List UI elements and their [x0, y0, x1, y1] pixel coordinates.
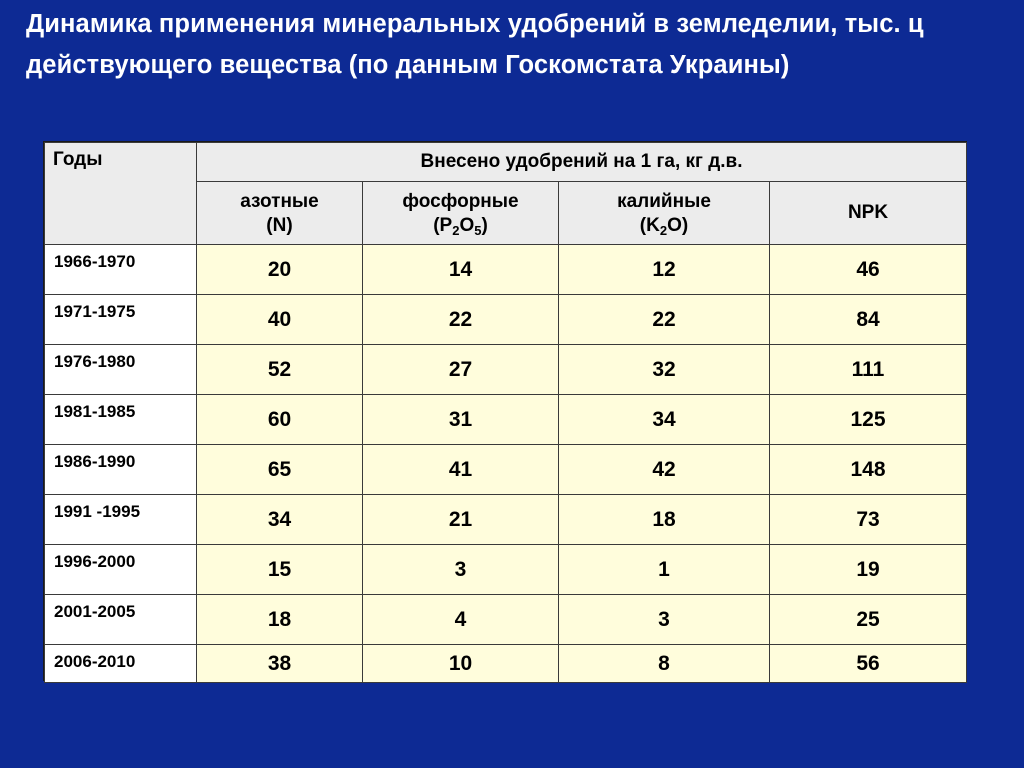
- year-cell: 2001-2005: [45, 595, 197, 645]
- potassium-value: 22: [559, 295, 770, 345]
- year-cell: 1966-1970: [45, 245, 197, 295]
- potassium-value: 34: [559, 395, 770, 445]
- nitrogen-value: 15: [197, 545, 363, 595]
- formula-part: O): [667, 215, 689, 236]
- year-cell: 1986-1990: [45, 445, 197, 495]
- nitrogen-value: 40: [197, 295, 363, 345]
- npk-value: 125: [770, 395, 967, 445]
- potassium-value: 18: [559, 495, 770, 545]
- nitrogen-value: 34: [197, 495, 363, 545]
- header-years: Годы: [45, 143, 197, 245]
- potassium-value: 42: [559, 445, 770, 495]
- table-row: [45, 645, 967, 683]
- table-row: [45, 545, 967, 595]
- potassium-value: 12: [559, 245, 770, 295]
- phosphorus-value: 31: [363, 395, 559, 445]
- table-row: [45, 295, 967, 345]
- formula-part: (P: [433, 215, 453, 236]
- phosphorus-value: 21: [363, 495, 559, 545]
- header-nitrogen-formula: (N): [266, 215, 293, 236]
- nitrogen-value: 60: [197, 395, 363, 445]
- nitrogen-value: 20: [197, 245, 363, 295]
- npk-value: 56: [770, 645, 967, 683]
- slide-title: Динамика применения минеральных удобрений в земледелии, тыс. ц действующего вещества (по данным Госкомстата Украины): [26, 10, 924, 79]
- table-row: [45, 445, 967, 495]
- npk-value: 46: [770, 245, 967, 295]
- year-cell: 1971-1975: [45, 295, 197, 345]
- table-row: [45, 595, 967, 645]
- year-cell: 2006-2010: [45, 645, 197, 683]
- header-potassium-formula: [640, 215, 688, 236]
- phosphorus-value: 22: [363, 295, 559, 345]
- formula-subscript: 2: [659, 223, 668, 238]
- formula-subscript: 2: [452, 223, 460, 238]
- table-row: [45, 495, 967, 545]
- header-nitrogen-name: азотные: [240, 191, 319, 212]
- nitrogen-value: 18: [197, 595, 363, 645]
- phosphorus-value: 14: [363, 245, 559, 295]
- potassium-value: 1: [559, 545, 770, 595]
- table-row: [45, 345, 967, 395]
- table-row: [45, 245, 967, 295]
- fertilizer-table-frame: [43, 141, 967, 681]
- year-cell: 1981-1985: [45, 395, 197, 445]
- year-cell: 1976-1980: [45, 345, 197, 395]
- npk-value: 148: [770, 445, 967, 495]
- header-nitrogen: [197, 182, 363, 245]
- formula-part: (K: [639, 215, 660, 236]
- npk-value: 111: [770, 345, 967, 395]
- header-phosphorus-formula: [433, 215, 488, 236]
- header-potassium: [559, 182, 770, 245]
- year-cell: 1991 -1995: [45, 495, 197, 545]
- potassium-value: 32: [559, 345, 770, 395]
- header-phosphorus-name: фосфорные: [402, 191, 519, 212]
- phosphorus-value: 3: [363, 545, 559, 595]
- table-row: [45, 395, 967, 445]
- header-applied-fertilizers: Внесено удобрений на 1 га, кг д.в.: [197, 143, 967, 182]
- formula-part: ): [481, 215, 488, 236]
- phosphorus-value: 41: [363, 445, 559, 495]
- nitrogen-value: 38: [197, 645, 363, 683]
- phosphorus-value: 4: [363, 595, 559, 645]
- npk-value: 25: [770, 595, 967, 645]
- formula-part: O: [459, 215, 475, 236]
- table-body: [45, 245, 967, 683]
- year-cell: 1996-2000: [45, 545, 197, 595]
- npk-value: 19: [770, 545, 967, 595]
- header-npk: NPK: [770, 182, 967, 245]
- potassium-value: 3: [559, 595, 770, 645]
- nitrogen-value: 52: [197, 345, 363, 395]
- header-phosphorus: [363, 182, 559, 245]
- formula-subscript: 5: [474, 223, 482, 238]
- potassium-value: 8: [559, 645, 770, 683]
- npk-value: 73: [770, 495, 967, 545]
- npk-value: 84: [770, 295, 967, 345]
- phosphorus-value: 10: [363, 645, 559, 683]
- phosphorus-value: 27: [363, 345, 559, 395]
- nitrogen-value: 65: [197, 445, 363, 495]
- header-potassium-name: калийные: [617, 191, 711, 212]
- fertilizer-table: [44, 142, 967, 683]
